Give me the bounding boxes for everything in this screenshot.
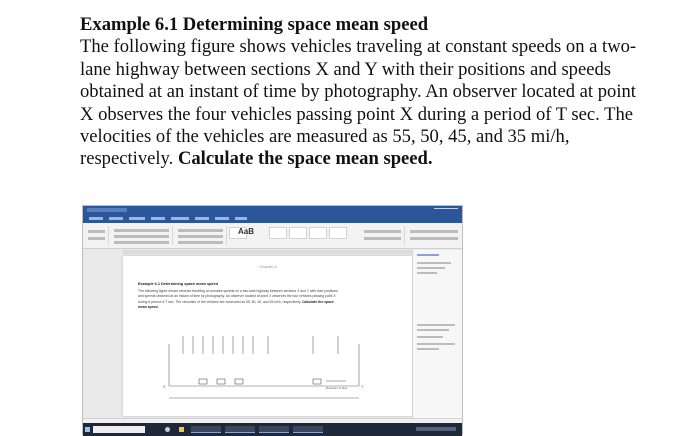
taskbar [83,423,462,436]
document-page [123,256,413,416]
editing-group [361,226,405,245]
paragraph-group [175,226,227,245]
explorer-icon [179,427,184,432]
start-icon [85,427,90,432]
taskbar-app-2 [225,426,255,433]
task-view-icon [165,427,170,432]
highway-figure [163,324,363,404]
taskbar-search [93,426,145,433]
styles-glyph: AaB [238,227,255,236]
example-body-text: The following figure shows vehicles traveling at constant speeds on a two-lane highway between sections X and Y with their positions and speeds obtained at an instant of time by photography. An observer located at point X observes the four vehicles passing point X during a period of T sec. The velocities of the vehicles are measured as 55, 50, 45, and 35 mi/h, respectively. [80,36,637,170]
window-controls [434,208,458,212]
system-tray [416,427,456,431]
font-group [111,226,173,245]
taskbar-app-1 [191,426,221,433]
word-title-bar [83,206,462,215]
page-example-body: The following figure shows vehicles traveling at constant speeds on a two-lane highway between sections X and Y with their positions and speeds obtained at an instant of time by photography. An observer located at point X observes the four vehicles passing point X during a period of T sec. The velocities of the vehicles are measured as 55, 50, 45, and 35 mi/h, respectively. Calculate the space mean speed. [138,289,338,310]
chapter-label: Chapter 6 [259,264,277,269]
side-pane [412,250,462,418]
ribbon-tabs [83,215,462,223]
addins-group [407,226,461,245]
direction-of-flow-label: Direction of flow [326,386,348,390]
label-y: Y [361,384,364,389]
example-title: Example 6.1 Determining space mean speed [80,14,429,35]
example-body [80,36,640,170]
page-example-title: Example 6.1 Determining space mean speed [138,282,218,286]
clipboard-group [85,226,109,245]
example-text-block [80,14,640,171]
taskbar-app-4 [293,426,323,433]
ribbon [83,223,462,249]
embedded-word-screenshot [82,205,463,435]
quick-access-toolbar [87,208,127,212]
label-x: X [163,384,166,389]
ruler [123,250,413,254]
taskbar-app-3 [259,426,289,433]
example-question: Calculate the space mean speed. [177,148,433,170]
